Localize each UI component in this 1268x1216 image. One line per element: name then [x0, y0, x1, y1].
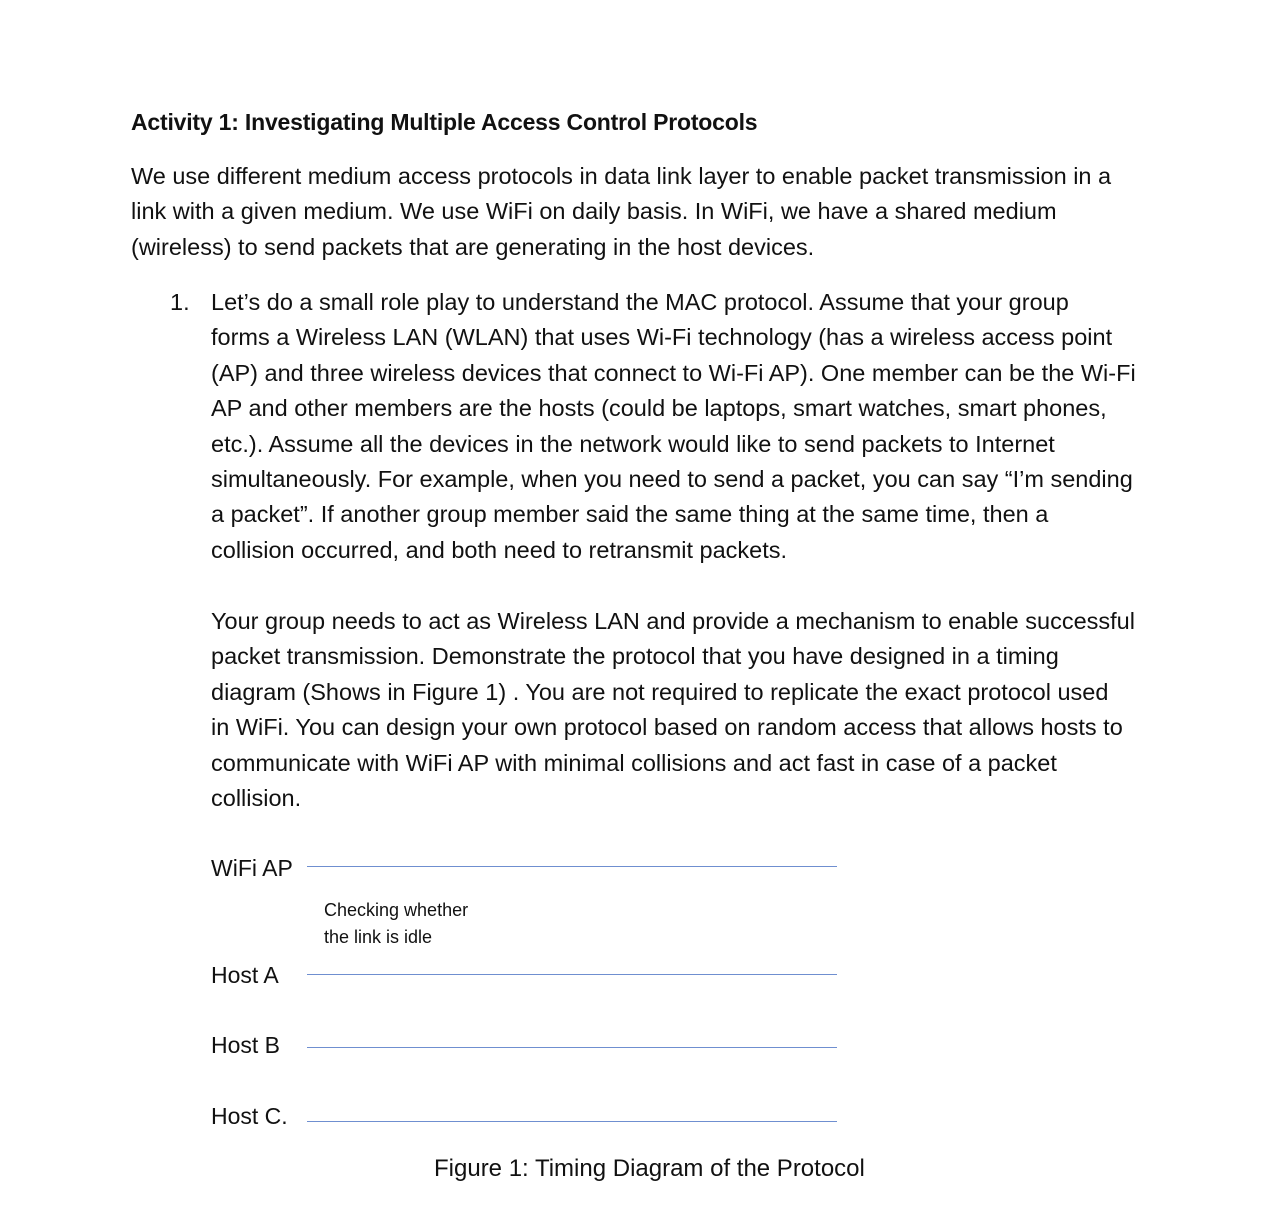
paragraph-line: packet transmission. Demonstrate the protocol that you have designed in a timing [211, 643, 1059, 670]
host-a-label: Host A [211, 962, 279, 988]
paragraph-line: forms a Wireless LAN (WLAN) that uses Wi-Fi technology (has a wireless access point [211, 324, 1113, 351]
wifi-ap-label: WiFi AP [211, 855, 293, 881]
question-paragraph-1 [211, 285, 1196, 568]
wifi-ap-timeline [307, 866, 837, 867]
activity-heading: Activity 1: Investigating Multiple Access Control Protocols [131, 109, 758, 135]
intro-paragraph [131, 159, 1191, 265]
intro-line: link with a given medium. We use WiFi on daily basis. In WiFi, we have a shared medium [131, 198, 1057, 225]
intro-line: (wireless) to send packets that are generating in the host devices. [131, 233, 815, 260]
host-c-label: Host C. [211, 1103, 288, 1129]
paragraph-line: Let’s do a small role play to understand the MAC protocol. Assume that your group [211, 289, 1069, 315]
paragraph-line: communicate with WiFi AP with minimal collisions and act fast in case of a packet [211, 749, 1057, 776]
note-line: Checking whether [324, 900, 469, 920]
paragraph-line: Your group needs to act as Wireless LAN and provide a mechanism to enable successful [211, 608, 1135, 634]
idle-check-note [324, 897, 468, 951]
paragraph-line: diagram (Shows in Figure 1) . You are not required to replicate the exact protocol used [211, 678, 1109, 705]
note-line: the link is idle [324, 927, 433, 947]
question-paragraph-2 [211, 604, 1196, 816]
paragraph-line: simultaneously. For example, when you need to send a packet, you can say “I’m sending [211, 466, 1133, 493]
list-number: 1. [170, 289, 190, 315]
paragraph-line: collision occurred, and both need to retransmit packets. [211, 536, 788, 563]
host-b-timeline [307, 1047, 837, 1048]
paragraph-line: AP and other members are the hosts (could be laptops, smart watches, smart phones, [211, 395, 1107, 422]
paragraph-line: (AP) and three wireless devices that connect to Wi-Fi AP). One member can be the Wi-Fi [211, 359, 1136, 386]
figure-caption: Figure 1: Timing Diagram of the Protocol [434, 1155, 865, 1182]
paragraph-line: collision. [211, 785, 302, 812]
host-c-timeline [307, 1121, 837, 1122]
paragraph-line: etc.). Assume all the devices in the network would like to send packets to Internet [211, 430, 1055, 457]
paragraph-line: a packet”. If another group member said the same thing at the same time, then a [211, 501, 1049, 528]
host-b-label: Host B [211, 1032, 281, 1058]
paragraph-line: in WiFi. You can design your own protocol based on random access that allows hosts to [211, 714, 1123, 741]
host-a-timeline [307, 974, 837, 975]
intro-line: We use different medium access protocols in data link layer to enable packet transmission in a [131, 163, 1112, 189]
